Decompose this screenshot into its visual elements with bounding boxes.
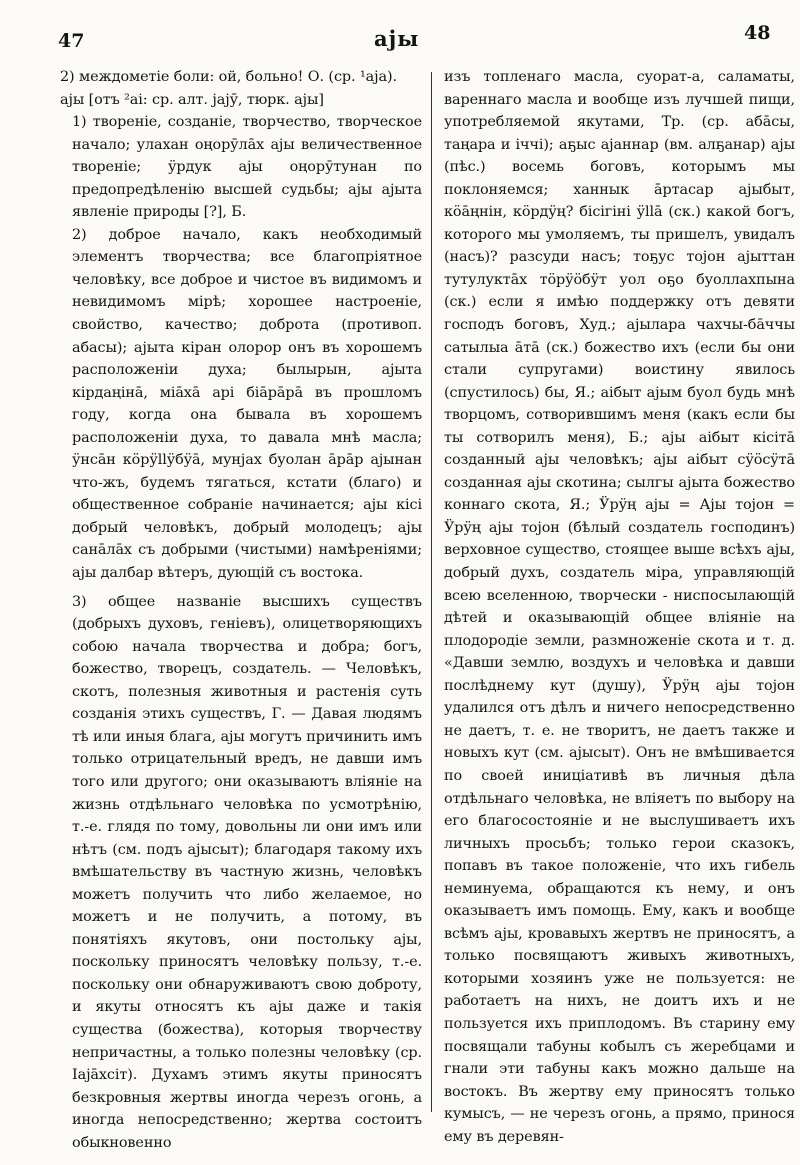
page-header — [0, 0, 800, 60]
entry-paragraph: 2) междометіе боли: ой, больно! О. (ср. ¹аjа). — [60, 69, 397, 85]
headword-line: аjы [отъ ²аі: ср. алт. jаjӯ, тюрк. аjы] — [60, 91, 324, 108]
left-page-number: 47 — [58, 30, 85, 52]
right-page-number: 48 — [744, 22, 771, 44]
running-head: аjы — [374, 26, 420, 51]
column-divider — [431, 72, 432, 1112]
sense-2-paragraph: 2) доброе начало, какъ необходимый элементъ творчества; все благопріятное человѣку, все доброе и чистое въ видимомъ и невидимомъ мірѣ; хорошее настроеніе, свойство, качество; доброта (противоп. абасы); аjыта кіран олорор онъ въ хорошемъ расположеніи духа; былырын, аjыта кірдаңінā, міāхā арi біāрāрā въ прошломъ году, когда она бывала въ хорошемъ расположеніи духа, то давала мнѣ масла; ӱнсāн кӧрӱllӱбӱā, мунjах буолан āрāр аjынан что-жъ, будемъ тягаться, кстати (благо) и общественное собраніе начинается; аjы кісі добрый человѣкъ, добрый молодецъ; аjы санāлāх съ добрыми (чистыми) намѣреніями; аjы далбар вѣтеръ, дующій съ востока. — [72, 226, 422, 582]
sense-3-paragraph: 3) общее названіе высшихъ существъ (добрыхъ духовъ, геніевъ), олицетворяющихъ собою начала творчества и добра; богъ, божество, творецъ, создатель. — Человѣкъ, скотъ, полезныя животныя и растенія суть созданія этихъ существъ, Г. — Давая людямъ тѣ или иныя блага, аjы могутъ причинить имъ только отрицательный вредъ, не давши имъ того или другого; они оказываютъ вліяніе на жизнь отдѣльнаго человѣка по усмотрѣнію, т.-е. глядя по тому, довольны ли они имъ или нѣтъ (см. подъ аjысыт); благодаря такому ихъ вмѣшательству въ частную жизнь, человѣкъ можетъ получить что либо желаемое, но можетъ и не получить, а потому, въ понятіяхъ якутовъ, они постольку аjы, поскольку приносятъ человѣку пользу, т.-е. поскольку они обнаруживаютъ свою доброту, и якуты относятъ къ аjы даже и такія существа (божества), которыя творчеству непричастны, а только полезны человѣку (ср. Іаjāхсіт). Духамъ этимъ якуты приносятъ безкровныя жертвы иногда черезъ огонь, а иногда непосредственно; жертва состоитъ обыкновенно — [72, 593, 422, 1151]
left-column — [60, 66, 422, 1154]
sense-1-paragraph: 1) твореніе, созданіе, творчество, творческое начало; улахан оңорӯлāх аjы величественное твореніе; ӱрдук аjы оңорӯтунан по предопредѣленію высшей судьбы; аjы аjыта явленіе природы [?], Б. — [72, 114, 422, 221]
continuation-paragraph: изъ топленаго масла, суорат-а, саламаты, вареннаго масла и вообще изъ лучшей пищи, употребляемой якутами, Тр. (ср. абāсы, таңара и іччі); аҕыс аjаннар (вм. алҕанар) аjы (пѣс.) восемь боговъ, которымъ мы поклоняемся; ханнык āртасар аjыбыт, кӧāңнін, кӧрдӱң? бісігіні ӱllā (ск.) какой богъ, которого мы умоляемъ, ты пришелъ, увидалъ (насъ)? разсуди насъ; тоҕус тоjон аjыттан тутулуктāх тӧрӱӧбӱт уол оҕо буоллахпына (ск.) если я имѣю поддержку отъ девяти господъ боговъ, Худ.; аjылара чахчы-бāччы сатылыа āтā (ск.) божество ихъ (если бы они стали супругами) воистину явилось (спустилось) бы, Я.; аiбыт аjым буол будь мнѣ творцомъ, сотворившимъ меня (какъ если бы ты сотворилъ меня), Б.; аjы аiбыт кісітā созданный аjы человѣкъ; аjы аiбыт сӱӧсӱтā созданная аjы скотина; сылгы аjыта божество коннаго скота, Я.; Ӱрӱң аjы = Аjы тоjон = Ӱрӱң аjы тоjон (бѣлый создатель господинъ) верховное существо, стоящее выше всѣхъ аjы, добрый духъ, создатель міра, управляющій всею вселенною, творчески - ниспосылающій дѣтей и оказывающій общее вліяніе на плодородіе земли, размноженіе скота и т. д. «Давши землю, воздухъ и человѣка и давши послѣднему кут (душу), Ӱрӱң аjы тоjон удалился отъ дѣлъ и ничего непосредственно не даетъ, т. е. не творитъ, не даетъ также и новыхъ кут (см. аjысыт). Онъ не вмѣшивается по своей иниціативѣ въ личныя дѣла отдѣльнаго человѣка, не вліяетъ по выбору на его благосостояніе и не выслушиваетъ ихъ личныхъ просьбъ; только герои сказокъ, попавъ въ такое положеніе, что ихъ гибель неминуема, обращаются къ нему, и онъ оказываетъ имъ помощь. Ему, какъ и вообще всѣмъ аjы, кровавыхъ жертвъ не приносятъ, а только посвящаютъ живыхъ животныхъ, которыми хозяинъ уже не пользуется: не работаетъ на нихъ, не доитъ ихъ и не пользуется ихъ приплодомъ. Въ старину ему посвящали табуны кобылъ съ жеребцами и гнали эти табуны какъ можно дальше на востокъ. Въ жертву ему приносятъ только кумысъ, — не черезъ огонь, а прямо, принося ему въ деревян- — [444, 69, 795, 1145]
right-column — [444, 66, 795, 1148]
